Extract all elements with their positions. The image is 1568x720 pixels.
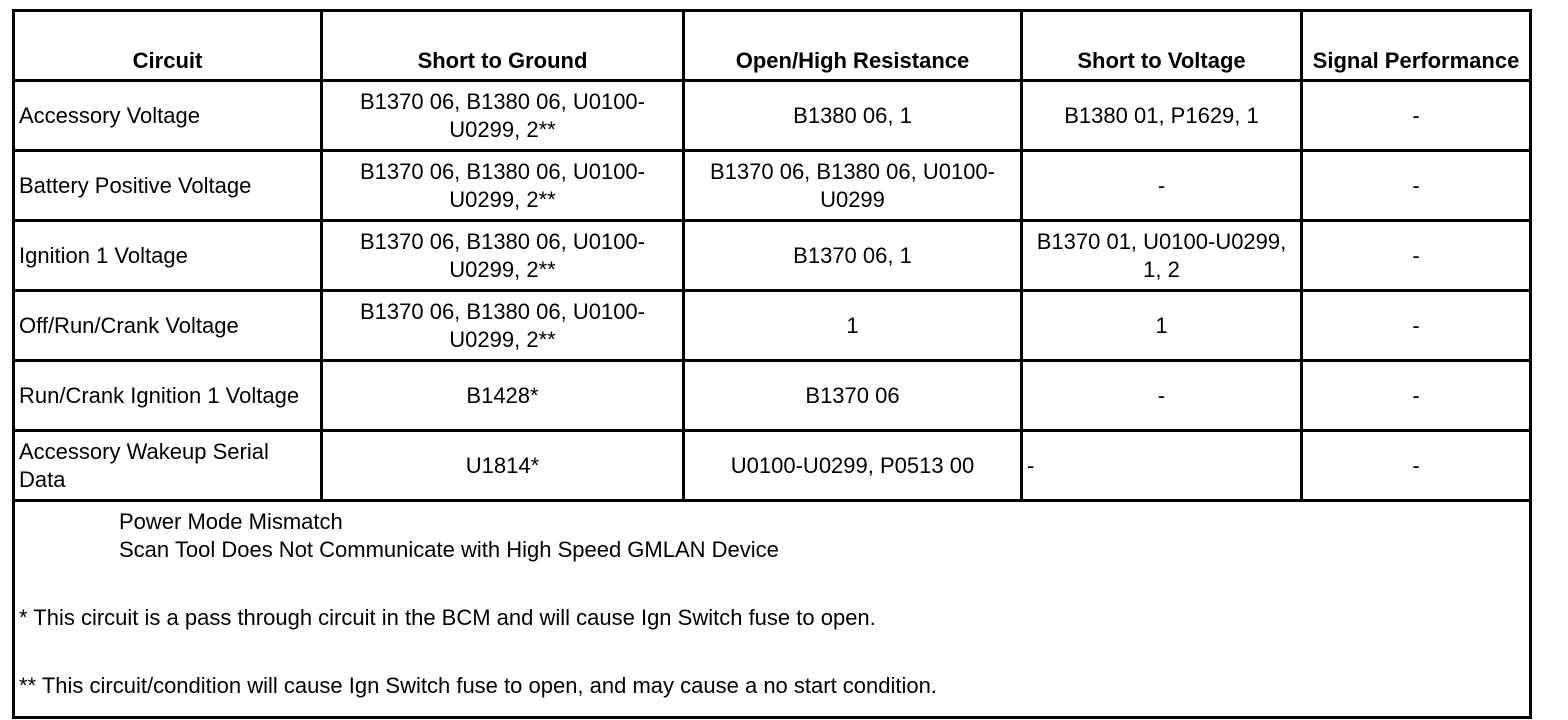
cell-short-to-ground: B1370 06, B1380 06, U0100-U0299, 2** — [322, 291, 684, 361]
header-short-to-ground: Short to Ground — [322, 11, 684, 81]
cell-short-to-ground: B1370 06, B1380 06, U0100-U0299, 2** — [322, 151, 684, 221]
cell-circuit: Ignition 1 Voltage — [14, 221, 322, 291]
footnote-double-asterisk: ** This circuit/condition will cause Ign Switch fuse to open, and may cause a no start condition. — [19, 673, 937, 698]
cell-short-to-voltage: - — [1022, 151, 1302, 221]
cell-open-high-resistance: B1370 06 — [684, 361, 1022, 431]
circuit-dtc-table — [12, 9, 1532, 719]
cell-signal-performance: - — [1302, 291, 1531, 361]
cell-circuit: Battery Positive Voltage — [14, 151, 322, 221]
header-short-to-voltage: Short to Voltage — [1022, 11, 1302, 81]
notes-cell — [14, 501, 1531, 718]
cell-open-high-resistance: B1370 06, 1 — [684, 221, 1022, 291]
cell-signal-performance: - — [1302, 361, 1531, 431]
cell-short-to-voltage: B1370 01, U0100-U0299, 1, 2 — [1022, 221, 1302, 291]
cell-open-high-resistance: B1370 06, B1380 06, U0100-U0299 — [684, 151, 1022, 221]
cell-short-to-voltage: 1 — [1022, 291, 1302, 361]
cell-short-to-voltage: - — [1022, 431, 1302, 501]
diagnostic-table-document — [12, 9, 1529, 710]
table-row — [14, 221, 1531, 291]
cell-signal-performance: - — [1302, 81, 1531, 151]
table-row — [14, 81, 1531, 151]
cell-short-to-ground: B1370 06, B1380 06, U0100-U0299, 2** — [322, 81, 684, 151]
cell-signal-performance: - — [1302, 221, 1531, 291]
cell-signal-performance: - — [1302, 151, 1531, 221]
table-row — [14, 431, 1531, 501]
cell-open-high-resistance: 1 — [684, 291, 1022, 361]
cell-open-high-resistance: B1380 06, 1 — [684, 81, 1022, 151]
cell-short-to-ground: B1428* — [322, 361, 684, 431]
reference-power-mode-mismatch: Power Mode Mismatch — [119, 509, 343, 534]
header-circuit: Circuit — [14, 11, 322, 81]
cell-short-to-voltage: - — [1022, 361, 1302, 431]
reference-scan-tool-gmlan: Scan Tool Does Not Communicate with High Speed GMLAN Device — [119, 537, 779, 562]
table-row — [14, 361, 1531, 431]
cell-signal-performance: - — [1302, 431, 1531, 501]
footnote-single-asterisk: * This circuit is a pass through circuit in the BCM and will cause Ign Switch fuse to open. — [19, 605, 876, 630]
cell-circuit: Accessory Voltage — [14, 81, 322, 151]
table-row — [14, 291, 1531, 361]
notes-row — [14, 501, 1531, 718]
cell-short-to-ground: U1814* — [322, 431, 684, 501]
table-header-row — [14, 11, 1531, 81]
table-row — [14, 151, 1531, 221]
header-open-high-resistance: Open/High Resistance — [684, 11, 1022, 81]
cell-open-high-resistance: U0100-U0299, P0513 00 — [684, 431, 1022, 501]
cell-short-to-voltage: B1380 01, P1629, 1 — [1022, 81, 1302, 151]
header-signal-performance: Signal Performance — [1302, 11, 1531, 81]
cell-circuit: Accessory Wakeup Serial Data — [14, 431, 322, 501]
cell-short-to-ground: B1370 06, B1380 06, U0100-U0299, 2** — [322, 221, 684, 291]
cell-circuit: Off/Run/Crank Voltage — [14, 291, 322, 361]
cell-circuit: Run/Crank Ignition 1 Voltage — [14, 361, 322, 431]
